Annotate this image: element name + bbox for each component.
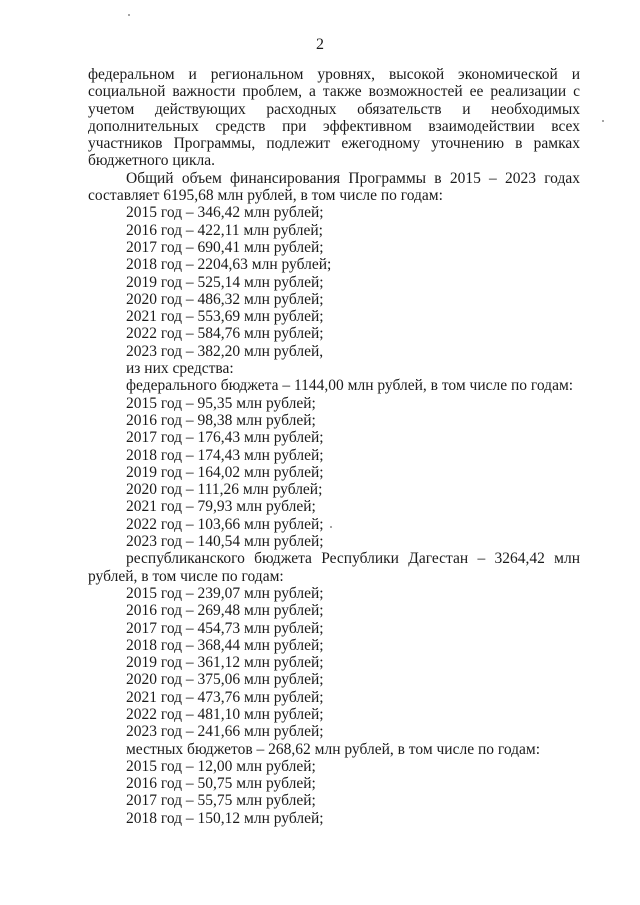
page-number: 2 xyxy=(316,36,324,53)
list-item: 2023 год – 382,20 млн рублей, xyxy=(126,342,324,360)
federal-budget-intro: федерального бюджета – 1144,00 млн рублей, в том числе по годам: xyxy=(126,377,574,395)
republic-by-year-list xyxy=(88,585,580,741)
list-item: 2018 год – 174,43 млн рублей; xyxy=(126,446,324,464)
list-item: 2018 год – 150,12 млн рублей; xyxy=(126,809,324,827)
list-item: 2016 год – 50,75 млн рублей; xyxy=(126,775,316,793)
republic-budget-intro: республиканского бюджета Республики Дагестан – 3264,42 млн xyxy=(126,550,580,568)
list-item: 2022 год – 481,10 млн рублей; xyxy=(126,705,324,723)
list-item: 2020 год – 375,06 млн рублей; xyxy=(126,671,324,689)
total-financing-paragraph: Общий объем финансирования Программы в 2015 – 2023 годах составляет 6195,68 млн рублей, в том числе по годам: xyxy=(88,169,580,205)
local-by-year-list xyxy=(88,758,580,827)
list-item: 2019 год – 361,12 млн рублей; xyxy=(126,654,324,672)
list-item: 2015 год – 346,42 млн рублей; xyxy=(126,204,324,222)
list-item: 2023 год – 241,66 млн рублей; xyxy=(126,723,324,741)
list-item: 2018 год – 2204,63 млн рублей; xyxy=(126,256,332,274)
list-item: 2017 год – 55,75 млн рублей; xyxy=(126,792,316,810)
list-item: 2020 год – 111,26 млн рублей; xyxy=(126,481,323,499)
list-item: 2021 год – 553,69 млн рублей; xyxy=(126,308,324,326)
intro-paragraph: федеральном и региональном уровнях, высокой экономической и социальной важности проблем, а также возможностей ее реализации с учетом действующих расходных обязательств и необходимых дополнительных средств при эффективном взаимодействии всех участников Программы, подлежит ежегодному уточнению в рамках бюджетного цикла. xyxy=(88,66,580,170)
of-which-label: из них средства: xyxy=(126,360,234,378)
list-item: 2015 год – 95,35 млн рублей; xyxy=(126,394,316,412)
scan-speck xyxy=(128,14,130,16)
list-item: 2020 год – 486,32 млн рублей; xyxy=(126,290,324,308)
republic-budget-intro-continuation: рублей, в том числе по годам: xyxy=(88,567,284,585)
list-item: 2021 год – 79,93 млн рублей; xyxy=(126,498,316,516)
scan-speck xyxy=(330,526,332,528)
list-item: 2023 год – 140,54 млн рублей; xyxy=(126,533,324,551)
local-budget-intro: местных бюджетов – 268,62 млн рублей, в том числе по годам: xyxy=(126,740,541,758)
list-item: 2015 год – 12,00 млн рублей; xyxy=(126,757,316,775)
list-item: 2016 год – 98,38 млн рублей; xyxy=(126,411,316,429)
list-item: 2019 год – 525,14 млн рублей; xyxy=(126,273,324,291)
list-item: 2018 год – 368,44 млн рублей; xyxy=(126,636,324,654)
list-item: 2022 год – 584,76 млн рублей; xyxy=(126,325,324,343)
list-item: 2016 год – 269,48 млн рублей; xyxy=(126,602,324,620)
total-by-year-list xyxy=(88,204,580,360)
list-item: 2021 год – 473,76 млн рублей; xyxy=(126,688,324,706)
document-body xyxy=(88,66,580,827)
list-item: 2022 год – 103,66 млн рублей; xyxy=(126,515,324,533)
federal-by-year-list xyxy=(88,395,580,551)
list-item: 2017 год – 454,73 млн рублей; xyxy=(126,619,324,637)
list-item: 2017 год – 176,43 млн рублей; xyxy=(126,429,324,447)
list-item: 2015 год – 239,07 млн рублей; xyxy=(126,584,324,602)
list-item: 2019 год – 164,02 млн рублей; xyxy=(126,463,324,481)
list-item: 2017 год – 690,41 млн рублей; xyxy=(126,238,324,256)
list-item: 2016 год – 422,11 млн рублей; xyxy=(126,221,323,239)
scan-speck xyxy=(602,120,604,122)
